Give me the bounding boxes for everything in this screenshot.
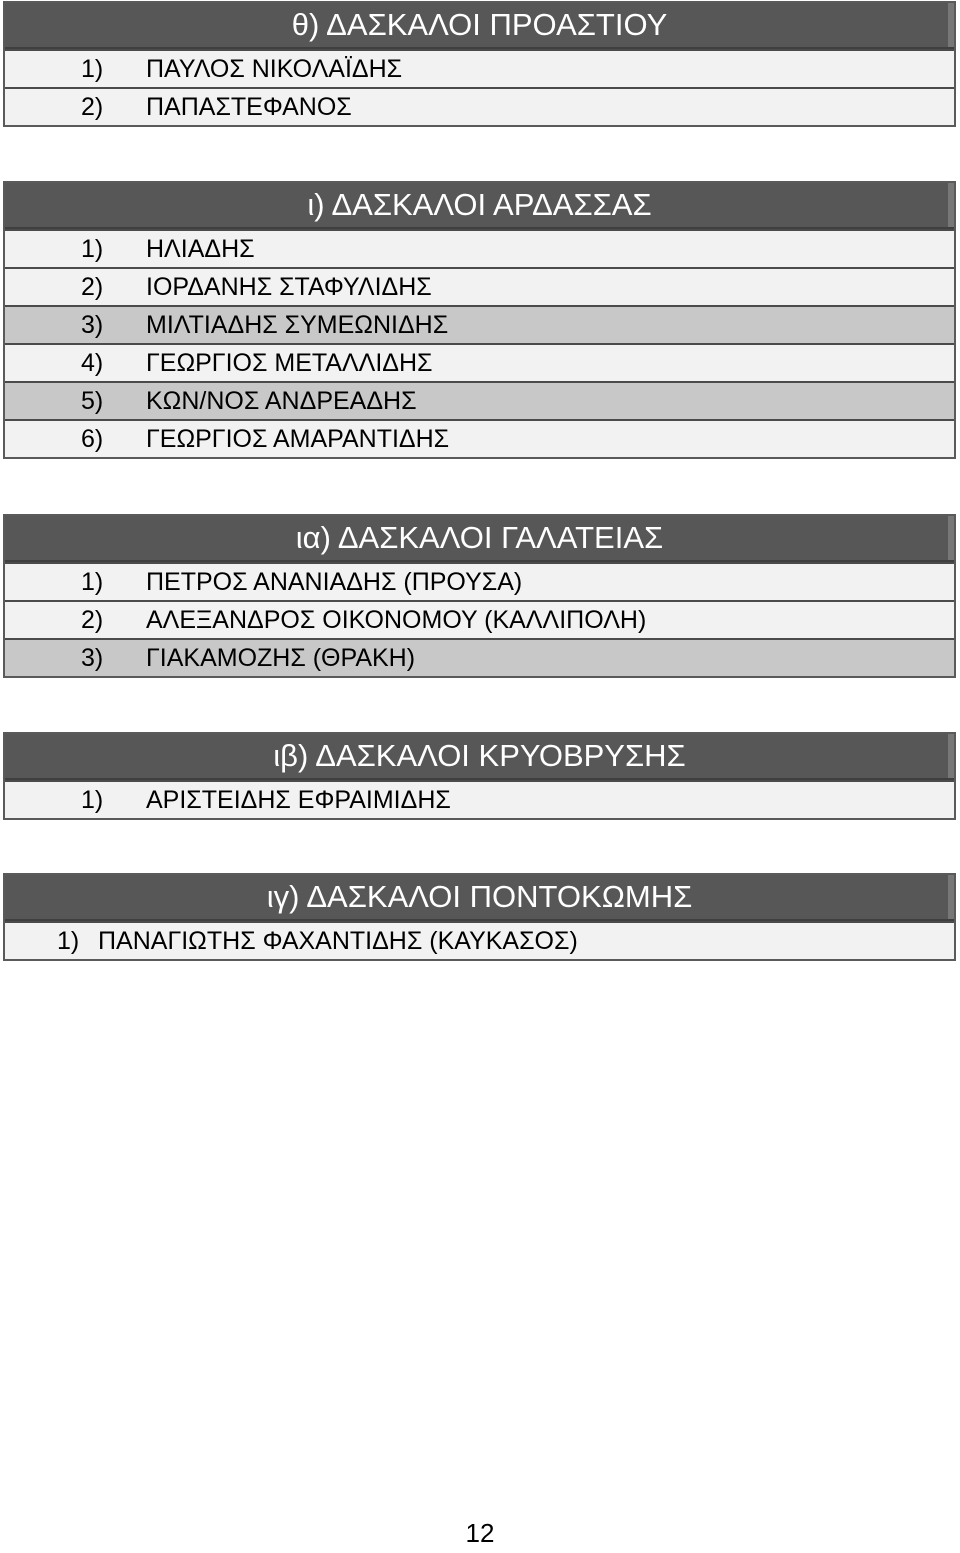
teacher-name: ΓΕΩΡΓΙΟΣ ΜΕΤΑΛΛΙΔΗΣ	[146, 349, 433, 377]
teacher-name: ΑΛΕΞΑΝΔΡΟΣ ΟΙΚΟΝΟΜΟΥ (ΚΑΛΛΙΠΟΛΗ)	[146, 606, 647, 634]
table-row	[5, 780, 954, 818]
section-header	[5, 516, 954, 562]
section-kryovrysis	[3, 732, 956, 820]
row-number: 1)	[57, 927, 80, 955]
section-title: θ) ΔΑΣΚΑΛΟΙ ΠΡΟΑΣΤΙΟΥ	[291, 7, 668, 42]
teacher-name: ΓΙΑΚΑΜΟΖΗΣ (ΘΡΑΚΗ)	[146, 644, 416, 672]
row-number: 1)	[81, 55, 104, 83]
teacher-name: ΑΡΙΣΤΕΙΔΗΣ ΕΦΡΑΙΜΙΔΗΣ	[146, 786, 451, 814]
section-title: ιβ) ΔΑΣΚΑΛΟΙ ΚΡΥΟΒΡΥΣΗΣ	[273, 738, 686, 773]
table-row	[5, 562, 954, 600]
section-header	[5, 875, 954, 921]
table-row	[5, 305, 954, 343]
teacher-name: ΓΕΩΡΓΙΟΣ ΑΜΑΡΑΝΤΙΔΗΣ	[146, 425, 450, 453]
table-row	[5, 381, 954, 419]
section-title: ι) ΔΑΣΚΑΛΟΙ ΑΡΔΑΣΣΑΣ	[307, 187, 652, 222]
section-header	[5, 734, 954, 780]
row-number: 6)	[81, 425, 104, 453]
row-number: 1)	[81, 568, 104, 596]
teacher-name: ΠΑΝΑΓΙΩΤΗΣ ΦΑΧΑΝΤΙΔΗΣ (ΚΑΥΚΑΣΟΣ)	[98, 927, 578, 955]
table-row	[5, 921, 954, 959]
row-number: 2)	[81, 93, 104, 121]
table-row	[5, 267, 954, 305]
section-proastiou	[3, 1, 956, 127]
row-number: 1)	[81, 235, 104, 263]
table-row	[5, 419, 954, 457]
teacher-name: ΠΑΠΑΣΤΕΦΑΝΟΣ	[146, 93, 352, 121]
row-number: 4)	[81, 349, 104, 377]
row-number: 3)	[81, 644, 104, 672]
section-galateias	[3, 514, 956, 678]
section-pontokomis	[3, 873, 956, 961]
table-row	[5, 49, 954, 87]
row-number: 2)	[81, 606, 104, 634]
table-row	[5, 343, 954, 381]
teacher-name: ΠΑΥΛΟΣ ΝΙΚΟΛΑΪΔΗΣ	[146, 55, 403, 83]
teacher-name: ΜΙΛΤΙΑΔΗΣ ΣΥΜΕΩΝΙΔΗΣ	[146, 311, 449, 339]
page-number: 12	[465, 1518, 495, 1548]
row-number: 2)	[81, 273, 104, 301]
row-number: 3)	[81, 311, 104, 339]
table-row	[5, 229, 954, 267]
table-row	[5, 638, 954, 676]
teacher-name: ΚΩΝ/ΝΟΣ ΑΝΔΡΕΑΔΗΣ	[146, 387, 417, 415]
row-number: 5)	[81, 387, 104, 415]
section-header	[5, 3, 954, 49]
section-ardassas	[3, 181, 956, 459]
teacher-name: ΗΛΙΑΔΗΣ	[146, 235, 255, 263]
table-row	[5, 87, 954, 125]
row-number: 1)	[81, 786, 104, 814]
teacher-name: ΙΟΡΔΑΝΗΣ ΣΤΑΦΥΛΙΔΗΣ	[146, 273, 432, 301]
table-row	[5, 600, 954, 638]
section-title: ιγ) ΔΑΣΚΑΛΟΙ ΠΟΝΤΟΚΩΜΗΣ	[266, 879, 693, 914]
teacher-name: ΠΕΤΡΟΣ ΑΝΑΝΙΑΔΗΣ (ΠΡΟΥΣΑ)	[146, 568, 523, 596]
section-title: ια) ΔΑΣΚΑΛΟΙ ΓΑΛΑΤΕΙΑΣ	[295, 520, 664, 555]
section-header	[5, 183, 954, 229]
